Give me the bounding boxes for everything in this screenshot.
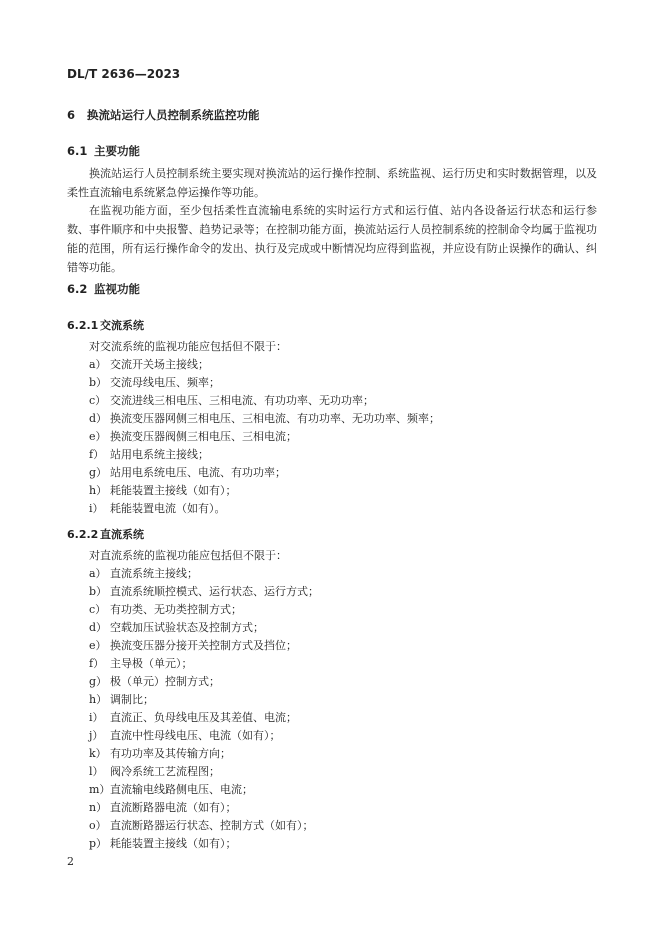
list-item: a） 交流开关场主接线； (89, 358, 209, 371)
list-item: o） 直流断路器运行状态、控制方式（如有）； (89, 819, 314, 832)
list-item: d） 空载加压试验状态及控制方式； (89, 621, 264, 634)
dc-system-monitoring-list (89, 565, 319, 853)
list-item: h） 调制比； (89, 693, 154, 706)
section-6-2-title: 监视功能 (94, 282, 140, 296)
section-6-2-heading (67, 281, 140, 297)
list-item: e） 换流变压器阀侧三相电压、三相电流； (89, 430, 297, 443)
section-6-2-2-heading (67, 526, 144, 542)
list-item: e） 换流变压器分接开关控制方式及挡位； (89, 639, 297, 652)
list-item: l） 阀冷系统工艺流程图； (89, 765, 220, 778)
list-item: b） 直流系统顺控模式、运行状态、运行方式； (89, 585, 319, 598)
list-item: f） 主导极（单元）； (89, 657, 193, 670)
list-item: i） 直流正、负母线电压及其差值、电流； (89, 711, 297, 724)
section-6-1-number: 6.1 (67, 144, 88, 158)
section-6-1-heading (67, 143, 140, 159)
list-item: c） 有功类、无功类控制方式； (89, 603, 242, 616)
section-6-1-title: 主要功能 (94, 144, 140, 158)
list-item: n） 直流断路器电流（如有）； (89, 801, 237, 814)
section-6-2-1-number: 6.2.1 (67, 319, 99, 332)
list-item: j） 直流中性母线电压、电流（如有）； (89, 729, 281, 742)
section-6-2-number: 6.2 (67, 282, 88, 296)
page-number: 2 (67, 855, 74, 868)
list-item: k） 有功功率及其传输方向； (89, 747, 231, 760)
section-6-title: 换流站运行人员控制系统监控功能 (87, 108, 260, 122)
section-6-2-1-intro: 对交流系统的监视功能应包括但不限于： (89, 340, 287, 353)
list-item: p） 耗能装置主接线（如有）； (89, 837, 237, 850)
section-6-heading (67, 107, 260, 123)
section-6-2-2-intro: 对直流系统的监视功能应包括但不限于： (89, 549, 287, 562)
list-item: h） 耗能装置主接线（如有）； (89, 484, 237, 497)
list-item: d） 换流变压器网侧三相电压、三相电流、有功功率、无功功率、频率； (89, 412, 440, 425)
list-item: f） 站用电系统主接线； (89, 448, 209, 461)
section-6-2-1-heading (67, 317, 144, 333)
section-6-2-1-title: 交流系统 (100, 319, 144, 332)
list-item: c） 交流进线三相电压、三相电流、有功功率、无功功率； (89, 394, 374, 407)
list-item: a） 直流系统主接线； (89, 567, 198, 580)
list-item: g） 站用电系统电压、电流、有功功率； (89, 466, 286, 479)
list-item: i） 耗能装置电流（如有）。 (89, 502, 226, 515)
section-6-2-2-number: 6.2.2 (67, 528, 99, 541)
standard-code-header: DL/T 2636—2023 (67, 67, 181, 81)
ac-system-monitoring-list (89, 356, 440, 518)
section-6-number: 6 (67, 108, 76, 122)
section-6-2-2-title: 直流系统 (100, 528, 144, 541)
section-6-1-paragraph-2: 在监视功能方面，至少包括柔性直流输电系统的实时运行方式和运行值、站内各设备运行状态和运行参数、事件顺序和中央报警、趋势记录等；在控制功能方面，换流站运行人员控制系统的控制命令均属于监视功能的范围，所有运行操作命令的发出、执行及完成或中断情况均应得到监视，并应设有防止误操作的确认、纠错等功能。 (67, 204, 597, 274)
list-item: g） 极（单元）控制方式； (89, 675, 220, 688)
list-item: b） 交流母线电压、频率； (89, 376, 220, 389)
section-6-1-paragraph-1: 换流站运行人员控制系统主要实现对换流站的运行操作控制、系统监视、运行历史和实时数据管理，以及柔性直流输电系统紧急停运操作等功能。 (67, 167, 597, 199)
list-item: m）直流输电线路侧电压、电流； (89, 783, 253, 796)
